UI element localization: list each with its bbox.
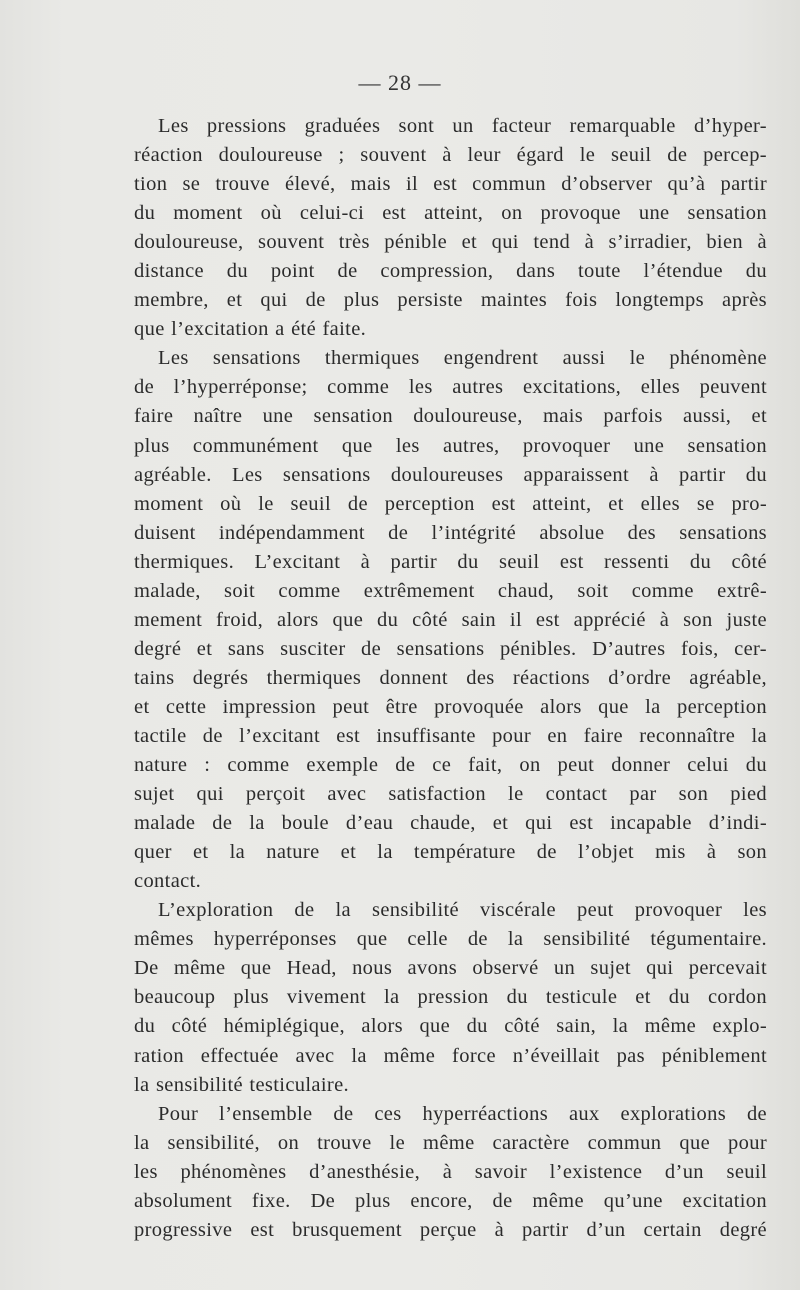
text-line: du moment où celui-ci est atteint, on provoque une sensation xyxy=(134,202,767,225)
text-line: réaction douloureuse ; souvent à leur égard le seuil de percep- xyxy=(134,144,767,167)
paragraph xyxy=(134,1100,767,1245)
text-line: Pour l’ensemble de ces hyperréactions aux explorations de xyxy=(158,1102,767,1125)
text-line: malade de la boule d’eau chaude, et qui est incapable d’indi- xyxy=(134,812,767,835)
text-line: mêmes hyperréponses que celle de la sensibilité tégumentaire. xyxy=(134,928,767,951)
text-line: du côté hémiplégique, alors que du côté sain, la même explo- xyxy=(134,1015,767,1038)
text-line: tains degrés thermiques donnent des réactions d’ordre agréable, xyxy=(134,666,767,689)
text-line: agréable. Les sensations douloureuses apparaissent à partir du xyxy=(134,463,767,486)
paragraph xyxy=(134,112,767,344)
text-line: degré et sans susciter de sensations pénibles. D’autres fois, cer- xyxy=(134,637,767,660)
text-line: thermiques. L’excitant à partir du seuil est ressenti du côté xyxy=(134,550,767,573)
text-line: douloureuse, souvent très pénible et qui tend à s’irradier, bien à xyxy=(134,231,767,254)
text-line: De même que Head, nous avons observé un sujet qui percevait xyxy=(134,957,767,980)
text-line: quer et la nature et la température de l’objet mis à son xyxy=(134,841,767,864)
text-line: les phénomènes d’anesthésie, à savoir l’existence d’un seuil xyxy=(134,1160,767,1183)
text-line: tactile de l’excitant est insuffisante pour en faire reconnaître la xyxy=(134,724,767,747)
text-line: distance du point de compression, dans toute l’étendue du xyxy=(134,260,767,283)
text-line: Les sensations thermiques engendrent aussi le phénomène xyxy=(158,347,767,370)
text-line: L’exploration de la sensibilité viscérale peut provoquer les xyxy=(158,899,767,922)
text-line: duisent indépendamment de l’intégrité absolue des sensations xyxy=(134,521,767,544)
text-line: faire naître une sensation douloureuse, mais parfois aussi, et xyxy=(134,405,767,428)
text-line: la sensibilité testiculaire. xyxy=(134,1073,350,1096)
text-line: progressive est brusquement perçue à partir d’un certain degré xyxy=(134,1218,767,1241)
text-line: ration effectuée avec la même force n’éveillait pas péniblement xyxy=(134,1044,767,1067)
page-number: — 28 — xyxy=(358,70,442,95)
text-line: et cette impression peut être provoquée alors que la perception xyxy=(134,695,767,718)
text-line: absolument fixe. De plus encore, de même qu’une excitation xyxy=(134,1189,767,1212)
text-line: que l’excitation a été faite. xyxy=(134,318,367,341)
text-line: de l’hyperréponse; comme les autres excitations, elles peuvent xyxy=(134,376,767,399)
text-line: Les pressions graduées sont un facteur remarquable d’hyper- xyxy=(158,115,767,137)
paragraph xyxy=(134,344,767,896)
body-text xyxy=(134,112,767,1245)
paragraph xyxy=(134,896,767,1099)
text-line: plus communément que les autres, provoquer une sensation xyxy=(134,434,767,457)
text-line: la sensibilité, on trouve le même caractère commun que pour xyxy=(134,1131,767,1154)
text-line: membre, et qui de plus persiste maintes fois longtemps après xyxy=(134,289,767,312)
text-line: sujet qui perçoit avec satisfaction le contact par son pied xyxy=(134,783,767,806)
text-line: malade, soit comme extrêmement chaud, soit comme extrê- xyxy=(134,579,767,602)
text-line: nature : comme exemple de ce fait, on peut donner celui du xyxy=(134,754,767,777)
text-line: moment où le seuil de perception est atteint, et elles se pro- xyxy=(134,492,767,515)
text-line: contact. xyxy=(134,870,202,893)
text-line: beaucoup plus vivement la pression du testicule et du cordon xyxy=(134,986,767,1009)
text-line: tion se trouve élevé, mais il est commun d’observer qu’à partir xyxy=(134,173,767,196)
text-line: mement froid, alors que du côté sain il est apprécié à son juste xyxy=(134,608,767,631)
